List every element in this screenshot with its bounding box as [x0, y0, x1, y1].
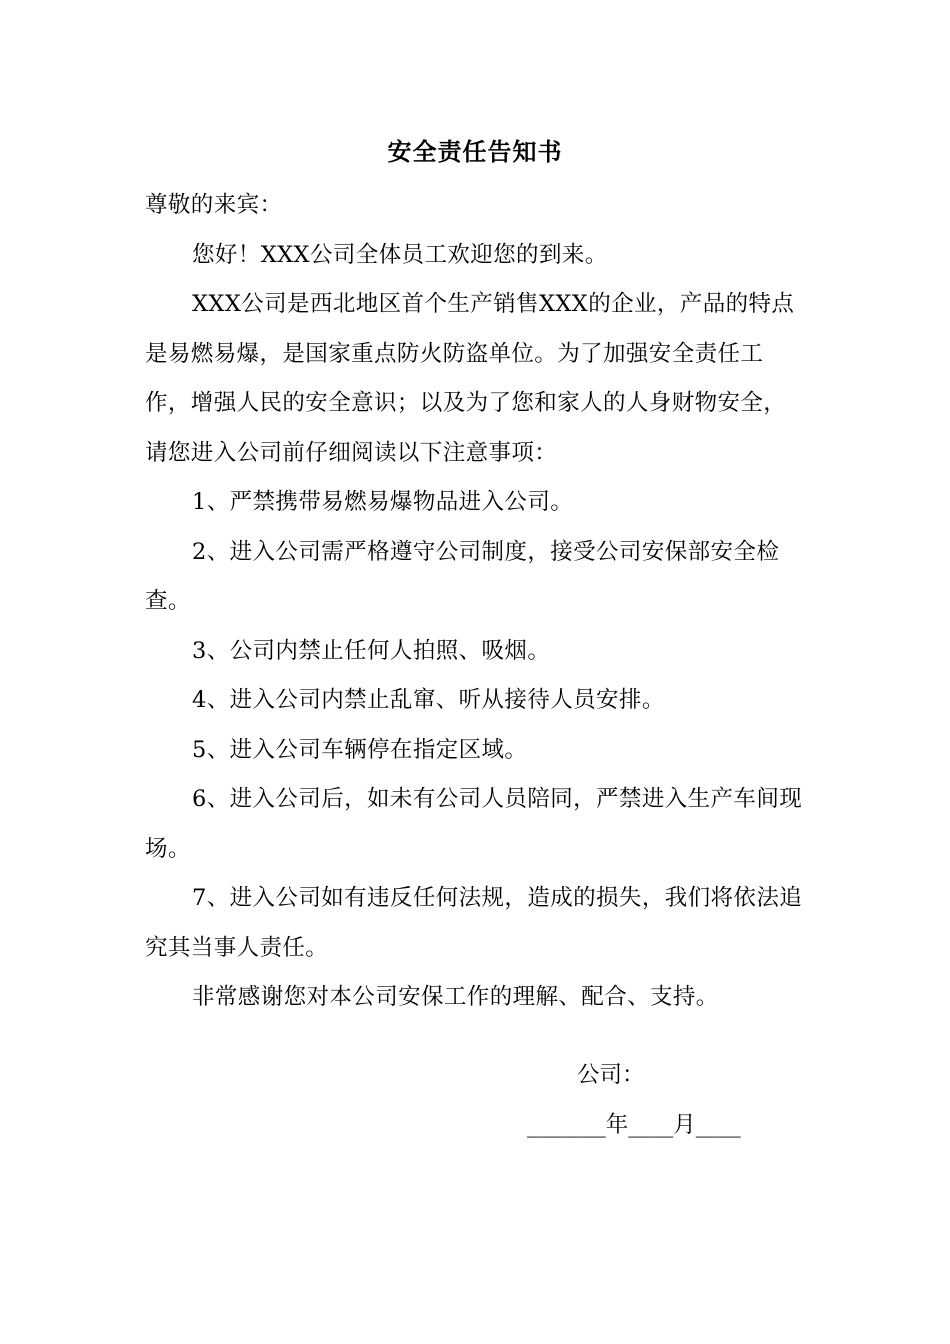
greeting-paragraph: 您好！XXX公司全体员工欢迎您的到来。 — [192, 241, 608, 268]
intro-paragraph: XXX公司是西北地区首个生产销售XXX的企业，产品的特点是易燃易爆，是国家重点防火防盗单位。为了加强安全责任工作，增强人民的安全意识；以及为了您和家人的人身财物安全，请您进入公司前仔细阅读以下注意事项： — [145, 291, 795, 466]
closing-paragraph: 非常感谢您对本公司安保工作的理解、配合、支持。 — [192, 984, 719, 1010]
document-body — [145, 181, 805, 1023]
rule-item-5: 5、进入公司车辆停在指定区域。 — [192, 736, 528, 763]
salutation: 尊敬的来宾： — [145, 192, 283, 218]
rule-item-4: 4、进入公司内禁止乱窜、听从接待人员安排。 — [192, 687, 665, 713]
rule-item-1: 1、严禁携带易燃易爆物品进入公司。 — [192, 489, 574, 515]
rule-item-7: 7、进入公司如有违反任何法规，造成的损失，我们将依法追究其当事人责任。 — [145, 885, 803, 961]
signature-date: _______年____月____ — [527, 1112, 741, 1138]
rule-item-3: 3、公司内禁止任何人拍照、吸烟。 — [192, 637, 551, 664]
rule-item-6: 6、进入公司后，如未有公司人员陪同，严禁进入生产车间现场。 — [145, 786, 803, 862]
document-title: 安全责任告知书 — [387, 137, 563, 166]
rule-item-2: 2、进入公司需严格遵守公司制度，接受公司安保部安全检查。 — [145, 538, 780, 614]
signature-company: 公司： — [577, 1062, 645, 1088]
